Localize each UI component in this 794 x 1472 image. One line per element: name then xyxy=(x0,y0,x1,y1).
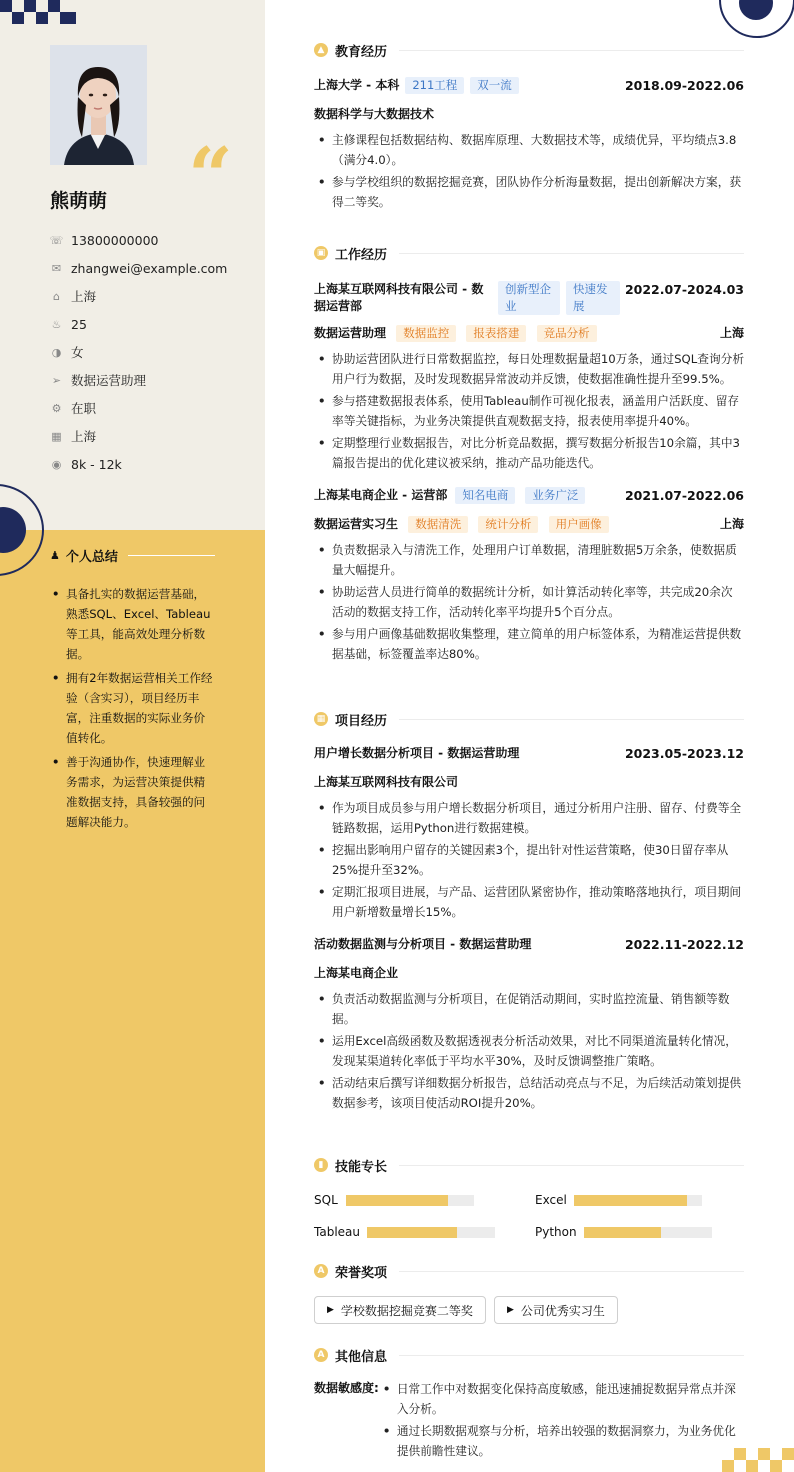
award-chip: ▶ 公司优秀实习生 xyxy=(494,1296,618,1324)
tag: 211工程 xyxy=(405,77,464,94)
education-date: 2018.09-2022.06 xyxy=(624,78,744,93)
graduation-icon: ▲ xyxy=(314,43,328,57)
list-item: • 负责数据录入与清洗工作，处理用户订单数据，清理脏数据5万余条，使数据质量大幅提升。 xyxy=(314,540,744,580)
quote-icon: “ xyxy=(188,131,233,222)
home-icon: ⌂ xyxy=(53,289,60,303)
education-major: 数据科学与大数据技术 xyxy=(314,107,435,121)
summary-item: • 具备扎实的数据运营基础，熟悉SQL、Excel、Tableau等工具，能高效处理分析数据。 xyxy=(50,584,215,664)
skill-item: Excel xyxy=(535,1191,744,1209)
work-list xyxy=(314,540,744,664)
list-item: • 协助运营人员进行简单的数据统计分析，如计算活动转化率等，共完成20余次活动的数据支持工作，活动转化率平均提升5个百分点。 xyxy=(314,582,744,622)
skills-grid xyxy=(314,1191,744,1241)
skill-tag: 竞品分析 xyxy=(537,325,597,342)
project-list xyxy=(314,989,744,1113)
awards-title: A 荣誉奖项 xyxy=(314,1261,744,1281)
list-item: • 运用Excel高级函数及数据透视表分析活动效果，对比不同渠道流量转化情况，发现某渠道转化率低于平均水平30%，及时反馈调整推广策略。 xyxy=(314,1031,744,1071)
work-title: ▣ 工作经历 xyxy=(314,243,744,263)
contact-city: ⌂ 上海 xyxy=(50,282,227,310)
work-date: 2021.07-2022.06 xyxy=(624,488,744,503)
project-entry: 用户增长数据分析项目 - 数据运营助理 2023.05-2023.12 xyxy=(314,746,744,761)
summary-title: ♟ 个人总结 xyxy=(50,546,215,565)
summary-item: • 善于沟通协作，快速理解业务需求，为运营决策提供精准数据支持，具备较强的问题解决能力。 xyxy=(50,752,215,832)
work-section xyxy=(314,243,744,666)
project-org: 上海某互联网科技有限公司 xyxy=(314,775,459,789)
project-entry: 活动数据监测与分析项目 - 数据运营助理 2022.11-2022.12 xyxy=(314,937,744,952)
skill-item: Python xyxy=(535,1223,744,1241)
awards-section xyxy=(314,1261,744,1324)
contact-salary: ◉ 8k - 12k xyxy=(51,456,122,472)
play-icon: ▶ xyxy=(327,1305,334,1315)
chart-icon: ▮ xyxy=(314,1158,328,1172)
skill-item: SQL xyxy=(314,1191,535,1209)
education-title: ▲ 教育经历 xyxy=(314,40,744,60)
profile-photo xyxy=(50,45,147,165)
list-item: • 定期汇报项目进展，与产品、运营团队紧密协作，推动策略落地执行，项目期间用户新增数量增长15%。 xyxy=(314,882,744,922)
gear-icon: ⚙ xyxy=(51,401,62,415)
medal-icon: A xyxy=(314,1264,328,1278)
project-date: 2023.05-2023.12 xyxy=(624,746,744,761)
other-title: A 其他信息 xyxy=(314,1345,744,1365)
skill-bar xyxy=(367,1227,495,1238)
list-item: • 活动结束后撰写详细数据分析报告，总结活动亮点与不足，为后续活动策划提供数据参考，该项目使活动ROI提升20%。 xyxy=(314,1073,744,1113)
tag: 双一流 xyxy=(470,77,519,94)
mail-icon: ✉ xyxy=(51,261,62,275)
skill-tag: 统计分析 xyxy=(478,516,538,533)
work-list xyxy=(314,349,744,473)
skill-item: Tableau xyxy=(314,1223,535,1241)
list-item: • 作为项目成员参与用户增长数据分析项目，通过分析用户注册、留存、付费等全链路数据，运用Python进行数据建模。 xyxy=(314,798,744,838)
skills-title: ▮ 技能专长 xyxy=(314,1155,744,1175)
other-entry xyxy=(314,1379,744,1463)
skill-bar xyxy=(346,1195,474,1206)
contact-target-city: ▦ 上海 xyxy=(51,429,97,444)
skill-tag: 数据清洗 xyxy=(408,516,468,533)
education-list xyxy=(314,130,744,212)
skills-section xyxy=(314,1155,744,1241)
list-item: • 参与用户画像基础数据收集整理，建立简单的用户标签体系，为精准运营提供数据基础，标签覆盖率达80%。 xyxy=(314,624,744,664)
project-org: 上海某电商企业 xyxy=(314,966,399,980)
list-item: • 负责活动数据监测与分析项目，在促销活动期间，实时监控流量、销售额等数据。 xyxy=(314,989,744,1029)
skill-tag: 数据监控 xyxy=(396,325,456,342)
checker-pattern xyxy=(0,0,76,24)
skill-tag: 用户画像 xyxy=(549,516,609,533)
send-icon: ➢ xyxy=(51,373,62,387)
tag: 知名电商 xyxy=(455,487,515,504)
work-entry: 上海某电商企业 - 运营部 知名电商 业务广泛 2021.07-2022.06 xyxy=(314,488,744,503)
cake-icon: ♨ xyxy=(51,317,62,331)
contact-age: ♨ 25 xyxy=(51,316,87,332)
list-item: • 定期整理行业数据报告，对比分析竞品数据，撰写数据分析报告10余篇，其中3篇报告提出的优化建议被采纳，推动产品功能迭代。 xyxy=(314,433,744,473)
contact-email: ✉ zhangwei@example.com xyxy=(51,260,228,276)
education-section xyxy=(314,40,744,214)
project-date: 2022.11-2022.12 xyxy=(624,937,744,952)
list-item: • 挖掘出影响用户留存的关键因素3个，提出针对性运营策略，使30日留存率从25%提升至32%。 xyxy=(314,840,744,880)
summary-item: • 拥有2年数据运营相关工作经验（含实习），项目经历丰富，注重数据的实际业务价值转化。 xyxy=(50,668,215,748)
other-label: 数据敏感度: xyxy=(314,1381,379,1395)
projects-title: ▦ 项目经历 xyxy=(314,709,744,729)
coin-icon: ◉ xyxy=(51,457,62,471)
work-role: 数据运营助理 数据监控 报表搭建 竞品分析 上海 xyxy=(314,325,744,340)
contact-position: ➢ 数据运营助理 xyxy=(51,373,147,388)
awards-list xyxy=(314,1296,744,1324)
project-list xyxy=(314,798,744,922)
candidate-name: 熊萌萌 xyxy=(50,190,108,212)
tag: 快速发展 xyxy=(566,281,620,315)
tag: 业务广泛 xyxy=(525,487,585,504)
contact-phone: ☏ 13800000000 xyxy=(49,232,159,248)
sidebar xyxy=(0,0,265,1472)
list-item: • 协助运营团队进行日常数据监控，每日处理数据量超10万条，通过SQL查询分析用户行为数据，及时发现数据异常波动并反馈，使数据准确性提升至99.5%。 xyxy=(314,349,744,389)
grid-icon: ▦ xyxy=(314,712,328,726)
work-date: 2022.07-2024.03 xyxy=(624,282,744,297)
building-icon: ▦ xyxy=(51,429,62,443)
info-icon: A xyxy=(314,1348,328,1362)
phone-icon: ☏ xyxy=(49,233,64,247)
list-item: • 参与搭建数据报表体系，使用Tableau制作可视化报表，涵盖用户活跃度、留存率等关键指标，为业务决策提供直观数据支持，报表使用率提升40%。 xyxy=(314,391,744,431)
projects-section xyxy=(314,709,744,1115)
skill-tag: 报表搭建 xyxy=(466,325,526,342)
work-entry: 上海某互联网科技有限公司 - 数据运营部 创新型企业 快速发展 2022.07-2024.03 xyxy=(314,282,744,313)
tag: 创新型企业 xyxy=(498,281,560,315)
briefcase-icon: ▣ xyxy=(314,246,328,260)
award-chip: ▶ 学校数据挖掘竞赛二等奖 xyxy=(314,1296,486,1324)
list-item: • 通过长期数据观察与分析，培养出较强的数据洞察力，为业务优化提供前瞻性建议。 xyxy=(379,1421,736,1461)
skill-bar xyxy=(584,1227,712,1238)
list-item: • 主修课程包括数据结构、数据库原理、大数据技术等，成绩优异，平均绩点3.8（满分4.0）。 xyxy=(314,130,744,170)
gender-icon: ◑ xyxy=(51,345,62,359)
decor-ring-top xyxy=(719,0,794,38)
education-entry: 上海大学 - 本科 211工程 双一流 2018.09-2022.06 xyxy=(314,78,744,93)
work-role: 数据运营实习生 数据清洗 统计分析 用户画像 上海 xyxy=(314,516,744,531)
summary-list xyxy=(50,584,215,836)
skill-bar xyxy=(574,1195,702,1206)
list-item: • 参与学校组织的数据挖掘竞赛，团队协作分析海量数据，提出创新解决方案，获得二等奖。 xyxy=(314,172,744,212)
person-icon: ♟ xyxy=(50,549,60,562)
other-section xyxy=(314,1345,744,1463)
list-item: • 日常工作中对数据变化保持高度敏感，能迅速捕捉数据异常点并深入分析。 xyxy=(379,1379,736,1419)
play-icon: ▶ xyxy=(506,1305,514,1315)
other-list xyxy=(379,1379,736,1463)
contact-gender: ◑ 女 xyxy=(51,345,84,360)
contact-status: ⚙ 在职 xyxy=(51,401,97,416)
contact-list xyxy=(50,226,227,478)
